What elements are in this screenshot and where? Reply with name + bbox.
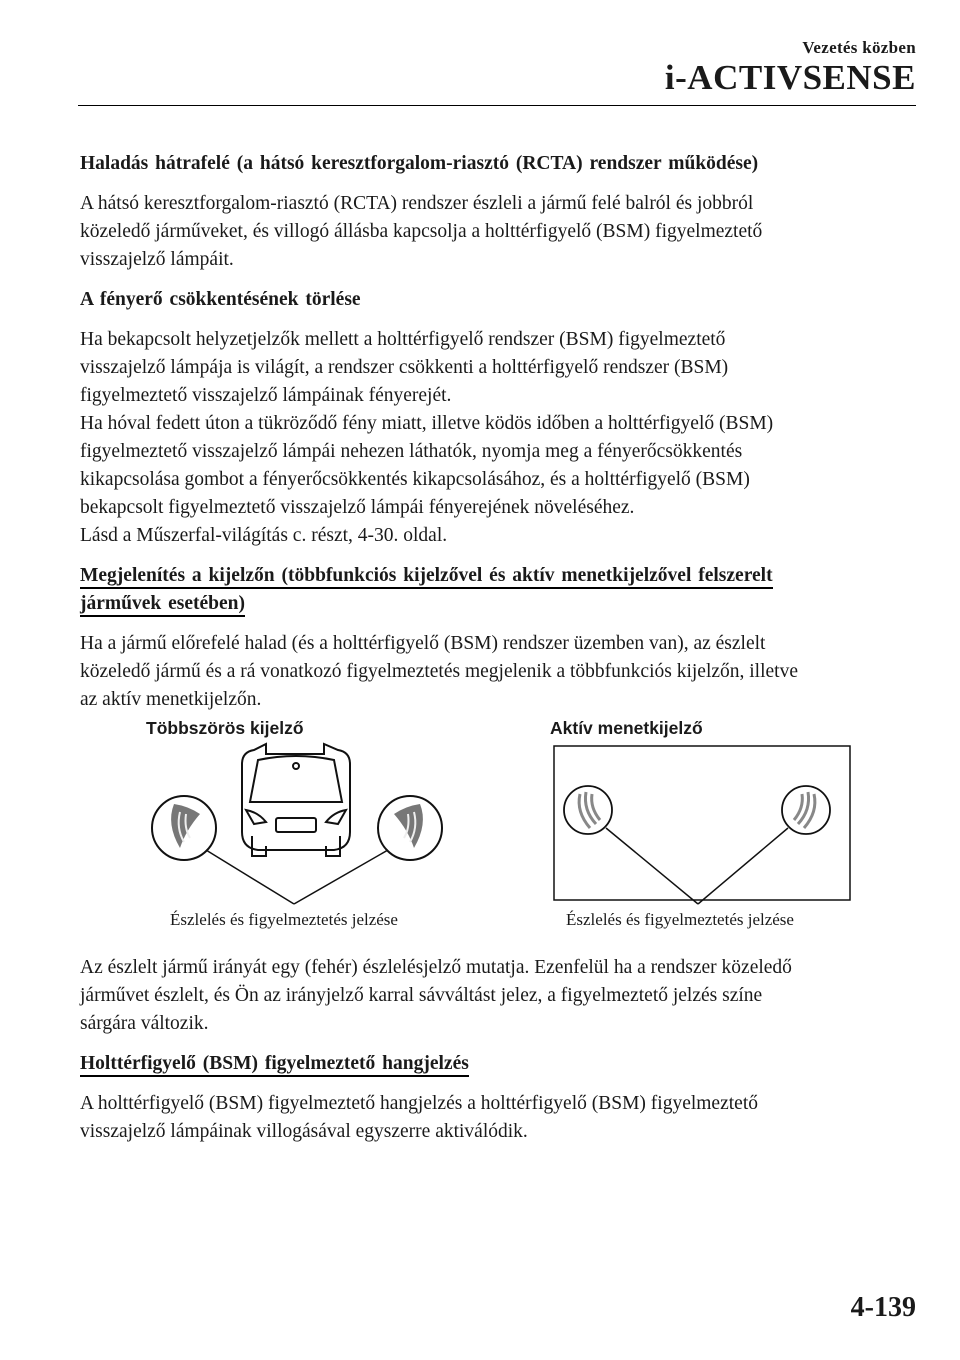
text-line: Ha hóval fedett úton a tükröződő fény miatt, illetve ködös időben a holttérfigyelő (BSM) <box>80 413 774 434</box>
text-line: Ha bekapcsolt helyzetjelzők mellett a holttérfigyelő rendszer (BSM) figyelmeztető <box>80 329 726 350</box>
page-number: 4-139 <box>850 1292 916 1323</box>
rcta-heading: Haladás hátrafelé (a hátsó keresztforgalom-riasztó (RCTA) rendszer működése) <box>80 153 759 174</box>
chapter-title: i-ACTIVSENSE <box>664 58 916 97</box>
active-display-label: Aktív menetkijelző <box>550 718 703 738</box>
display-paragraph <box>80 630 890 714</box>
text-line: járművet észlelt, és Ön az irányjelző karral sávváltást jelez, a figyelmeztető jelzés színe <box>80 985 763 1006</box>
page-content <box>80 150 890 1158</box>
sound-heading-text: Holttérfigyelő (BSM) figyelmeztető hangjelzés <box>80 1053 469 1077</box>
text-line: figyelmeztető visszajelző lámpáinak fényerejét. <box>80 385 452 406</box>
text-line: visszajelző lámpáinak villogásával egyszerre aktiválódik. <box>80 1121 528 1142</box>
text-line: Az észlelt jármű irányát egy (fehér) észlelésjelző mutatja. Ezenfelül ha a rendszer közeledő <box>80 957 792 978</box>
right-ad-indicator-icon <box>782 786 830 834</box>
sound-paragraph <box>80 1090 890 1146</box>
left-callout-lines <box>206 850 388 904</box>
left-caption: Észlelés és figyelmeztetés jelzése <box>170 910 398 929</box>
right-caption: Észlelés és figyelmeztetés jelzése <box>566 910 794 929</box>
text-line: figyelmeztető visszajelző lámpái nehezen láthatók, nyomja meg a fényerőcsökkentés <box>80 441 743 462</box>
text-line: közeledő jármű és a rá vonatkozó figyelmeztetés megjelenik a többfunkciós kijelzőn, illetve <box>80 661 798 682</box>
bsm-display-figure <box>80 720 890 942</box>
display-illustration <box>80 720 890 910</box>
text-line: A holttérfigyelő (BSM) figyelmeztető hangjelzés a holttérfigyelő (BSM) figyelmeztető <box>80 1093 758 1114</box>
text-line: kikapcsolása gombot a fényerőcsökkentés kikapcsolásához, és a holttérfigyelő (BSM) <box>80 469 750 490</box>
left-ad-indicator-icon <box>564 786 612 834</box>
rcta-paragraph <box>80 190 890 274</box>
text-line: visszajelző lámpája is világít, a rendszer csökkenti a holttérfigyelő rendszer (BSM) <box>80 357 729 378</box>
header-rule <box>78 105 916 106</box>
text-line: az aktív menetkijelzőn. <box>80 689 262 710</box>
dim-paragraph <box>80 326 890 550</box>
section-title: Vezetés közben <box>802 38 916 57</box>
text-line: Lásd a Műszerfal-világítás c. részt, 4-30. oldal. <box>80 525 448 546</box>
display-heading <box>80 562 890 618</box>
sound-heading <box>80 1050 890 1078</box>
text-line: A hátsó keresztforgalom-riasztó (RCTA) rendszer észleli a jármű felé balról és jobbról <box>80 193 754 214</box>
text-line: visszajelző lámpáit. <box>80 249 234 270</box>
text-line: Ha a jármű előrefelé halad (és a holttérfigyelő (BSM) rendszer üzemben van), az észlelt <box>80 633 766 654</box>
page-header <box>665 38 916 98</box>
after-figure-paragraph <box>80 954 890 1038</box>
text-line: bekapcsolt figyelmeztető visszajelző lámpái fényerejének növeléséhez. <box>80 497 635 518</box>
display-heading-line-2: járművek esetében) <box>80 593 245 617</box>
text-line: közeledő járműveket, és villogó állásba kapcsolja a holttérfigyelő (BSM) figyelmeztető <box>80 221 763 242</box>
display-heading-line-1: Megjelenítés a kijelzőn (többfunkciós kijelzővel és aktív menetkijelzővel felszerelt <box>80 565 773 589</box>
car-rear-icon <box>242 744 350 856</box>
text-line: sárgára változik. <box>80 1013 209 1034</box>
multi-display-label: Többszörös kijelző <box>146 718 304 738</box>
dim-heading: A fényerő csökkentésének törlése <box>80 289 361 310</box>
